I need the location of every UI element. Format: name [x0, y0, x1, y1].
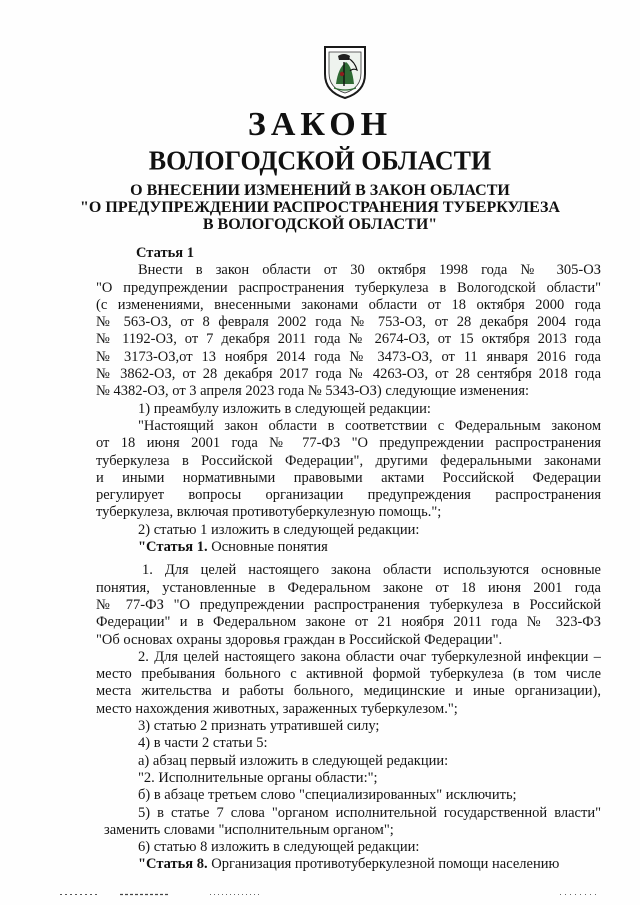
text-line: и иными нормативными правовыми актами Российской Федерации — [96, 469, 601, 486]
document-region: ВОЛОГОДСКОЙ ОБЛАСТИ — [148, 145, 492, 176]
text-line: туберкулеза в Российской Федерации", другими федеральными законами — [96, 452, 601, 469]
statute-1-title: Основные понятия — [207, 539, 328, 556]
text-line: понятия, установленные в Федеральном законе от 18 июня 2001 года — [96, 579, 601, 596]
text-line: "Об основах охраны здоровья граждан в Российской Федерации". — [96, 631, 503, 648]
text-line: 5) в статье 7 слова "органом исполнительной государственной власти" — [138, 804, 601, 821]
article-heading: Статья 1 — [136, 245, 194, 261]
text-line: 4) в части 2 статьи 5: — [138, 735, 268, 752]
document-title: ЗАКОН — [247, 106, 393, 143]
scan-artifact — [60, 893, 620, 896]
text-line: "2. Исполнительные органы области:"; — [138, 769, 378, 786]
text-line: (с изменениями, внесенными законами области от 18 октября 2000 года — [96, 296, 601, 313]
subtitle-line: О ВНЕСЕНИИ ИЗМЕНЕНИЙ В ЗАКОН ОБЛАСТИ — [130, 182, 510, 199]
text-line: № 3862-ОЗ, от 28 декабря 2017 года № 4263-ОЗ, от 28 сентября 2018 года — [96, 366, 601, 383]
text-line: места жительства и работы больного, медицинские и иные организации), — [96, 683, 601, 700]
text-line: от 18 июня 2001 года № 77-ФЗ "О предупреждении распространения — [96, 435, 601, 452]
document-subtitle — [0, 182, 640, 233]
text-line: заменить словами "исполнительным органом"; — [104, 821, 394, 838]
text-line: 6) статью 8 изложить в следующей редакции: — [138, 839, 420, 856]
text-line: 3) статью 2 признать утратившей силу; — [138, 718, 380, 735]
statute-1-heading — [96, 539, 601, 556]
text-line: 1) преамбулу изложить в следующей редакции: — [138, 400, 431, 417]
text-line: 2. Для целей настоящего закона области очаг туберкулезной инфекции – — [138, 648, 601, 665]
text-line: б) в абзаце третьем слово "специализированных" исключить; — [138, 787, 517, 804]
text-line: туберкулеза, включая противотуберкулезную помощь."; — [96, 504, 442, 521]
statute-8-title: Организация противотуберкулезной помощи населению — [207, 856, 560, 873]
text-line: 1. Для целей настоящего закона области используются основные — [142, 562, 601, 579]
text-line: "О предупреждении распространения туберкулеза в Вологодской области" — [96, 279, 601, 296]
text-line: 2) статью 1 изложить в следующей редакции: — [138, 521, 420, 538]
coat-of-arms-icon — [322, 44, 368, 100]
text-line: Федерации" и в Федеральном законе от 21 ноября 2011 года № 323-ФЗ — [96, 614, 601, 631]
statute-8-prefix: "Статья 8. — [138, 856, 208, 873]
text-line: № 4382-ОЗ, от 3 апреля 2023 года № 5343-ОЗ) следующие изменения: — [96, 383, 530, 400]
text-line: место пребывания больного с активной формой туберкулеза (в том числе — [96, 666, 601, 683]
subtitle-line: "О ПРЕДУПРЕЖДЕНИИ РАСПРОСТРАНЕНИЯ ТУБЕРКУЛЕЗА — [80, 199, 560, 216]
text-line: а) абзац первый изложить в следующей редакции: — [138, 752, 449, 769]
text-line: № 3173-ОЗ,от 13 ноября 2014 года № 3473-ОЗ, от 11 января 2016 года — [96, 348, 601, 365]
statute-8-heading — [96, 856, 601, 873]
text-line: регулирует вопросы организации предупреждения распространения — [96, 487, 601, 504]
document-body — [96, 245, 601, 874]
text-line: Внести в закон области от 30 октября 1998 года № 305-ОЗ — [138, 262, 601, 279]
text-line: "Настоящий закон области в соответствии с Федеральным законом — [138, 417, 601, 434]
text-line: место нахождения животных, зараженных туберкулезом."; — [96, 700, 458, 717]
text-line: № 1192-ОЗ, от 7 декабря 2011 года № 2674-ОЗ, от 15 октября 2013 года — [96, 331, 601, 348]
text-line: № 77-ФЗ "О предупреждении распространения туберкулеза в Российской — [96, 596, 601, 613]
text-line: № 563-ОЗ, от 8 февраля 2002 года № 753-ОЗ, от 28 декабря 2004 года — [96, 314, 601, 331]
subtitle-line: В ВОЛОГОДСКОЙ ОБЛАСТИ" — [202, 216, 438, 233]
statute-1-prefix: "Статья 1. — [138, 539, 208, 556]
